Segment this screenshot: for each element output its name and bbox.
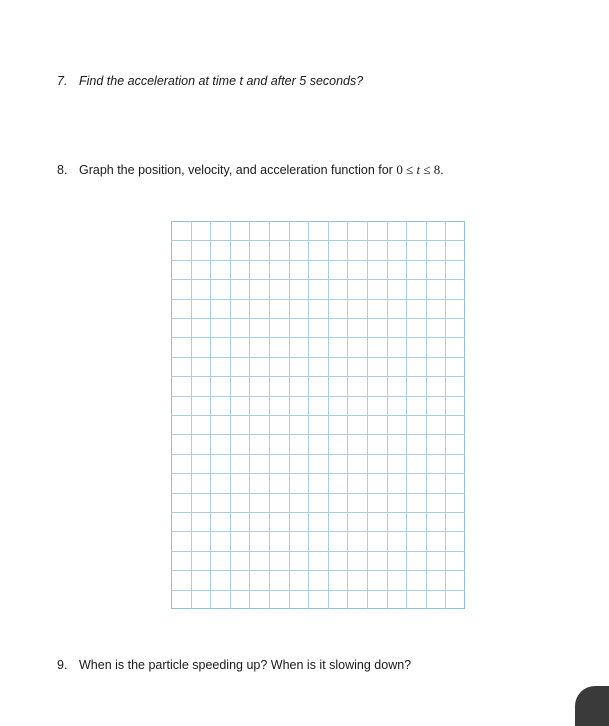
question-8-domain-inequality <box>396 162 443 177</box>
question-7-number: 7. <box>57 74 68 88</box>
question-9 <box>57 658 411 672</box>
question-7 <box>57 74 363 88</box>
inequality-lower-bound: 0 <box>396 162 403 177</box>
corner-overlay-shape <box>575 686 609 726</box>
question-7-text-end: and after 5 seconds? <box>242 74 364 88</box>
question-9-number: 9. <box>57 658 68 672</box>
inequality-variable-t: t <box>416 162 421 177</box>
graph-paper-grid[interactable] <box>171 221 465 609</box>
question-8-text: Graph the position, velocity, and acceleration function for <box>79 163 397 177</box>
question-9-text: When is the particle speeding up? When is it slowing down? <box>79 658 412 672</box>
graph-paper-svg <box>171 221 465 609</box>
question-7-variable-t: t <box>239 74 243 88</box>
question-8-number: 8. <box>57 163 68 177</box>
question-8 <box>57 162 443 178</box>
inequality-period: . <box>440 162 444 177</box>
question-7-text-start: Find the acceleration at time <box>79 74 240 88</box>
inequality-upper-bound: 8 <box>433 162 441 177</box>
inequality-symbol-2: ≤ <box>420 162 434 177</box>
inequality-symbol-1: ≤ <box>402 162 417 177</box>
